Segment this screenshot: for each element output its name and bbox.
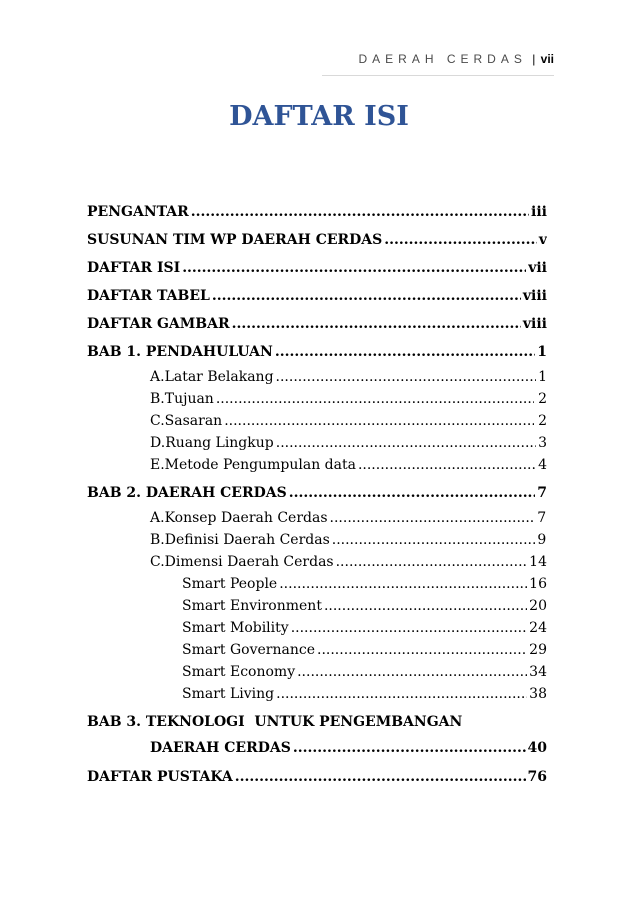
dot-leader xyxy=(212,282,521,310)
page-title: DAFTAR ISI xyxy=(229,101,409,132)
dot-leader xyxy=(224,410,534,432)
toc-section-dimensi[interactable] xyxy=(87,551,547,573)
toc-section-metode[interactable] xyxy=(87,454,547,476)
toc-entry-label-continued: DAERAH CERDAS xyxy=(150,740,291,756)
dot-leader xyxy=(332,529,536,551)
toc-section-definisi[interactable] xyxy=(87,529,547,551)
toc-section-letter: B. xyxy=(150,391,165,407)
toc-entry-daftar-gambar[interactable] xyxy=(87,310,547,338)
dot-leader xyxy=(276,366,536,388)
toc-section-label: Tujuan xyxy=(164,391,214,407)
toc-section-label: Definisi Daerah Cerdas xyxy=(164,532,330,548)
dot-leader xyxy=(297,661,527,683)
toc-section-letter: C. xyxy=(150,413,165,429)
toc-entry-bab1[interactable] xyxy=(87,338,547,366)
toc-entry-page: 40 xyxy=(527,740,547,756)
toc-entry-page: v xyxy=(538,232,547,248)
dot-leader xyxy=(276,683,527,705)
dot-leader xyxy=(330,507,536,529)
dot-leader xyxy=(216,388,534,410)
dot-leader xyxy=(279,573,527,595)
toc-section-page: 4 xyxy=(538,457,547,473)
toc-section-konsep[interactable] xyxy=(87,507,547,529)
toc-entry-label: DAFTAR PUSTAKA xyxy=(87,769,233,785)
toc-subsection-label: Smart Governance xyxy=(182,642,315,658)
toc-section-page: 7 xyxy=(537,510,547,526)
toc-subsection-smart-governance[interactable] xyxy=(87,639,547,661)
dot-leader xyxy=(182,254,526,282)
toc-entry-label: DAFTAR ISI xyxy=(87,260,181,276)
toc-entry-page: iii xyxy=(531,204,547,220)
dot-leader xyxy=(275,338,535,366)
table-of-contents xyxy=(87,198,547,791)
dot-leader xyxy=(191,198,529,226)
toc-subsection-label: Smart Economy xyxy=(182,664,296,680)
dot-leader xyxy=(324,595,527,617)
toc-section-page: 1 xyxy=(538,369,547,385)
toc-section-page: 2 xyxy=(538,391,547,407)
dot-leader xyxy=(336,551,528,573)
toc-subsection-smart-environment[interactable] xyxy=(87,595,547,617)
header-page-number: vii xyxy=(540,52,554,66)
toc-entry-label: DAFTAR TABEL xyxy=(87,288,210,304)
toc-section-letter: A. xyxy=(150,369,165,385)
toc-section-label: Ruang Lingkup xyxy=(165,435,274,451)
toc-entry-bab3-line2[interactable] xyxy=(87,736,547,760)
toc-section-letter: E. xyxy=(150,457,165,473)
toc-subsection-smart-economy[interactable] xyxy=(87,661,547,683)
toc-entry-label: DAFTAR GAMBAR xyxy=(87,316,230,332)
toc-entry-page: 7 xyxy=(537,485,547,501)
toc-section-page: 9 xyxy=(537,532,547,548)
toc-entry-daftar-tabel[interactable] xyxy=(87,282,547,310)
toc-subsection-label: Smart Environment xyxy=(182,598,322,614)
toc-entry-susunan-tim[interactable] xyxy=(87,226,547,254)
toc-subsection-label: Smart Mobility xyxy=(182,620,289,636)
toc-section-letter: C. xyxy=(150,554,165,570)
toc-entry-page: vii xyxy=(528,260,547,276)
running-title: DAERAH CERDAS xyxy=(358,52,527,66)
toc-section-letter: A. xyxy=(150,510,165,526)
toc-section-label: Sasaran xyxy=(164,413,223,429)
toc-section-page: 2 xyxy=(538,413,547,429)
toc-subsection-smart-people[interactable] xyxy=(87,573,547,595)
toc-section-label: Latar Belakang xyxy=(164,369,274,385)
toc-subsection-page: 16 xyxy=(529,576,547,592)
toc-section-label: Dimensi Daerah Cerdas xyxy=(164,554,334,570)
toc-entry-label: BAB 1. PENDAHULUAN xyxy=(87,344,273,360)
dot-leader xyxy=(293,736,526,760)
dot-leader xyxy=(384,226,537,254)
toc-entry-label: SUSUNAN TIM WP DAERAH CERDAS xyxy=(87,232,383,248)
toc-section-ruang-lingkup[interactable] xyxy=(87,432,547,454)
toc-entry-page: viii xyxy=(522,288,547,304)
header-rule xyxy=(322,75,554,76)
toc-section-label: Metode Pengumpulan data xyxy=(164,457,356,473)
toc-subsection-page: 34 xyxy=(529,664,547,680)
toc-section-letter: D. xyxy=(150,435,166,451)
toc-subsection-page: 20 xyxy=(529,598,547,614)
toc-entry-bab2[interactable] xyxy=(87,479,547,507)
toc-entry-daftar-pustaka[interactable] xyxy=(87,763,547,791)
dot-leader xyxy=(291,617,527,639)
dot-leader xyxy=(232,310,521,338)
toc-subsection-label: Smart Living xyxy=(182,686,275,702)
toc-entry-label: BAB 2. DAERAH CERDAS xyxy=(87,485,287,501)
toc-subsection-smart-living[interactable] xyxy=(87,683,547,705)
toc-section-sasaran[interactable] xyxy=(87,410,547,432)
running-header xyxy=(358,52,554,66)
toc-subsection-page: 38 xyxy=(529,686,547,702)
toc-section-page: 3 xyxy=(538,435,547,451)
toc-section-tujuan[interactable] xyxy=(87,388,547,410)
dot-leader xyxy=(289,479,536,507)
toc-subsection-page: 24 xyxy=(529,620,547,636)
toc-entry-bab3-line1[interactable] xyxy=(87,708,547,736)
toc-entry-page: viii xyxy=(522,316,547,332)
dot-leader xyxy=(358,454,536,476)
header-separator: | xyxy=(532,52,536,66)
toc-entry-page: 1 xyxy=(537,344,547,360)
toc-section-latar-belakang[interactable] xyxy=(87,366,547,388)
toc-entry-pengantar[interactable] xyxy=(87,198,547,226)
dot-leader xyxy=(317,639,527,661)
toc-entry-label: PENGANTAR xyxy=(87,204,189,220)
toc-section-label: Konsep Daerah Cerdas xyxy=(164,510,328,526)
toc-subsection-page: 29 xyxy=(529,642,547,658)
dot-leader xyxy=(235,763,526,791)
toc-entry-label: BAB 3. TEKNOLOGI UNTUK PENGEMBANGAN xyxy=(87,714,463,730)
toc-subsection-label: Smart People xyxy=(182,576,278,592)
toc-entry-daftar-isi[interactable] xyxy=(87,254,547,282)
dot-leader xyxy=(276,432,536,454)
toc-section-page: 14 xyxy=(529,554,547,570)
toc-subsection-smart-mobility[interactable] xyxy=(87,617,547,639)
toc-entry-page: 76 xyxy=(527,769,547,785)
toc-section-letter: B. xyxy=(150,532,165,548)
